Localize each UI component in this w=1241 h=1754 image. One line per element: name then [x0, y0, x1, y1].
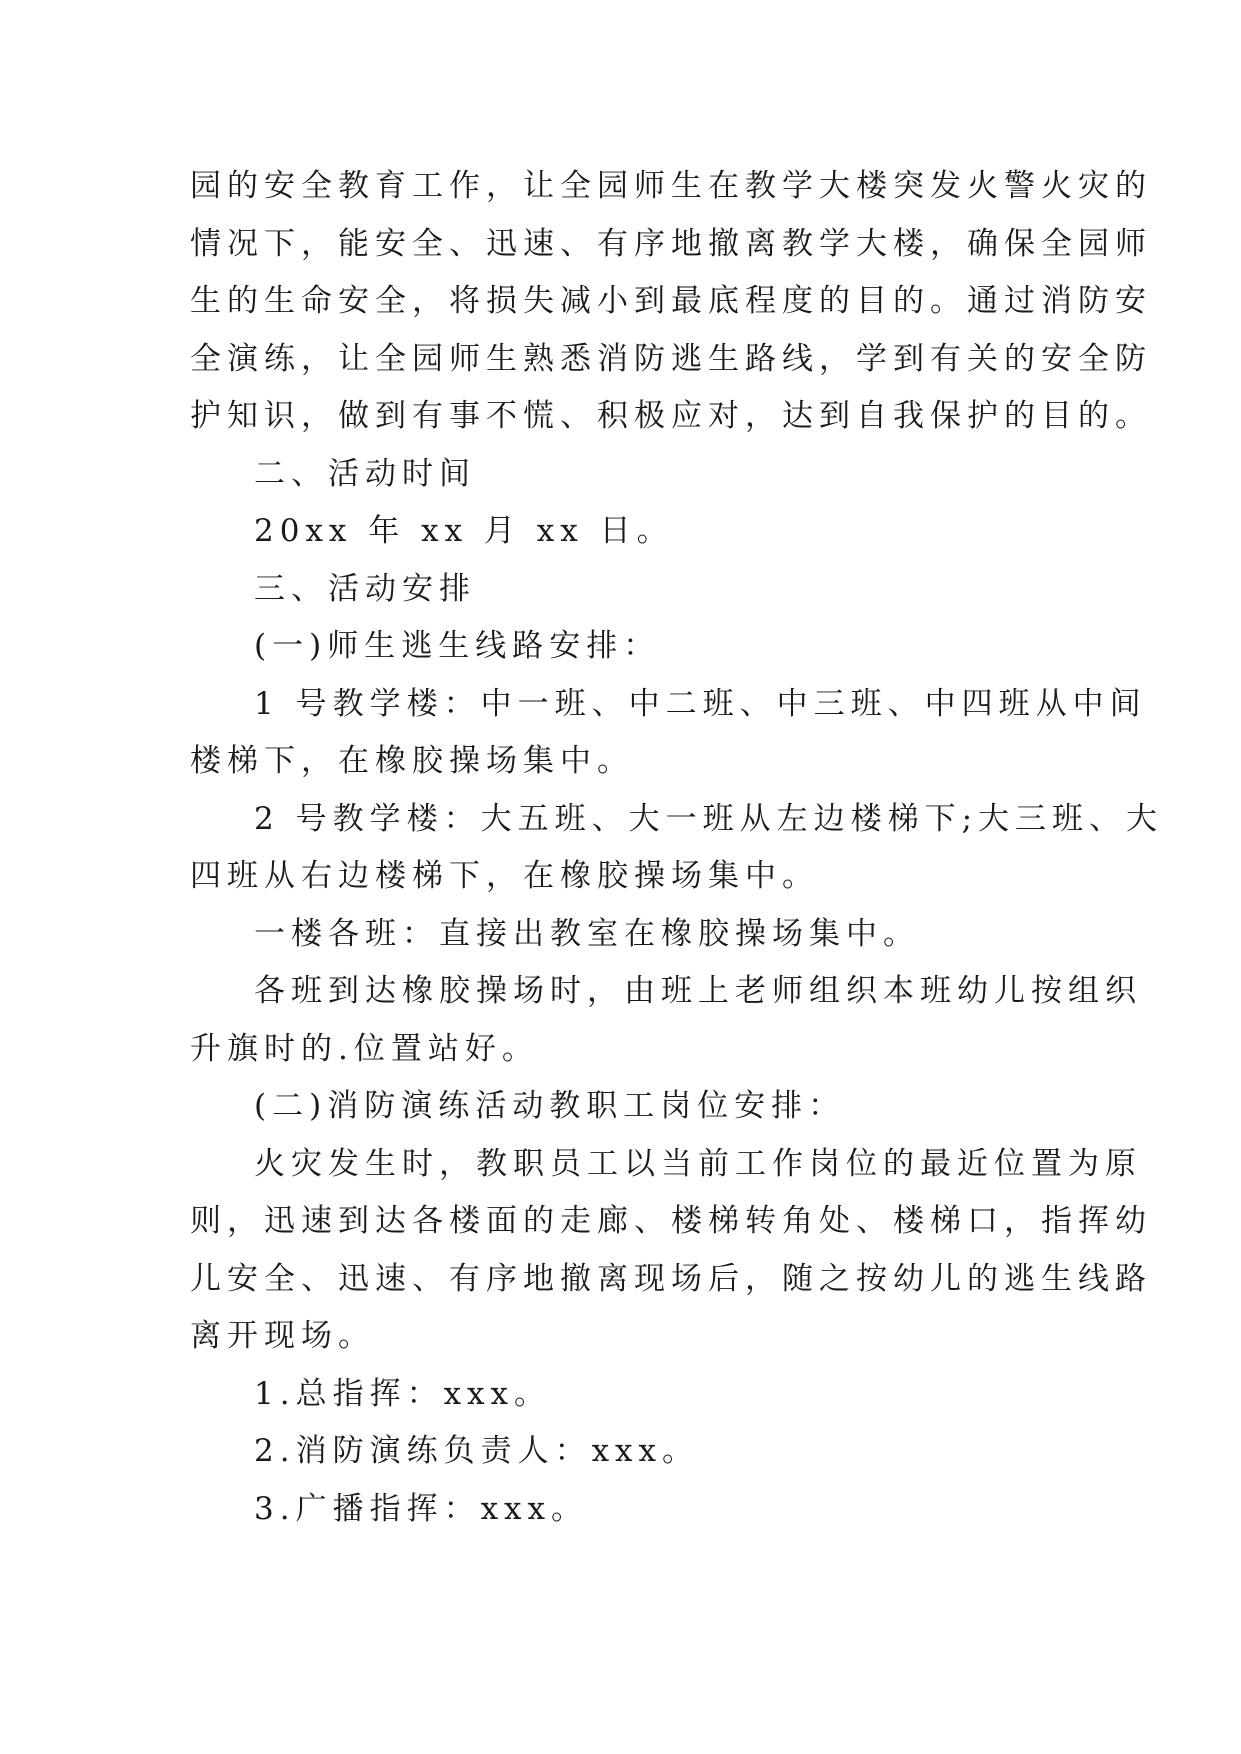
text-line: 2 号教学楼：大五班、大一班从左边楼梯下;大三班、大	[254, 800, 1164, 837]
text-line: 楼梯下，在橡胶操场集中。	[190, 743, 634, 779]
text-line: 升旗时的.位置站好。	[190, 1030, 539, 1067]
subsection-heading: (一)师生逃生线路安排：	[254, 628, 661, 664]
section-heading: 三、活动安排	[254, 570, 476, 607]
section-heading: 二、活动时间	[254, 455, 476, 492]
list-item: 1.总指挥：xxx。	[254, 1375, 552, 1412]
list-item: 3.广播指挥：xxx。	[254, 1490, 589, 1527]
text-line: 则，迅速到达各楼面的走廊、楼梯转角处、楼梯口，指挥幼	[190, 1203, 1152, 1239]
document-body	[190, 158, 1164, 1538]
text-line: 火灾发生时，教职员工以当前工作岗位的最近位置为原	[254, 1145, 1142, 1182]
text-line: 情况下，能安全、迅速、有序地撤离教学大楼，确保全园师	[190, 225, 1152, 262]
text-line: 生的生命安全，将损失减小到最底程度的目的。通过消防安	[190, 283, 1152, 319]
list-item: 2.消防演练负责人：xxx。	[254, 1433, 700, 1469]
text-line: 护知识，做到有事不慌、积极应对，达到自我保护的目的。	[190, 398, 1152, 434]
text-line: 一楼各班：直接出教室在橡胶操场集中。	[254, 915, 920, 952]
text-line: 四班从右边楼梯下，在橡胶操场集中。	[190, 858, 819, 894]
text-line: 儿安全、迅速、有序地撤离现场后，随之按幼儿的逃生线路	[190, 1260, 1152, 1297]
text-line: 园的安全教育工作，让全园师生在教学大楼突发火警火灾的	[190, 168, 1152, 204]
text-line: 全演练，让全园师生熟悉消防逃生路线，学到有关的安全防	[190, 340, 1152, 377]
text-line: 离开现场。	[190, 1318, 375, 1354]
subsection-heading: (二)消防演练活动教职工岗位安排：	[254, 1088, 846, 1124]
text-line: 各班到达橡胶操场时，由班上老师组织本班幼儿按组织	[254, 973, 1142, 1009]
text-line: 1 号教学楼：中一班、中二班、中三班、中四班从中间	[254, 685, 1147, 722]
date-line: 20xx 年 xx 月 xx 日。	[254, 513, 674, 549]
